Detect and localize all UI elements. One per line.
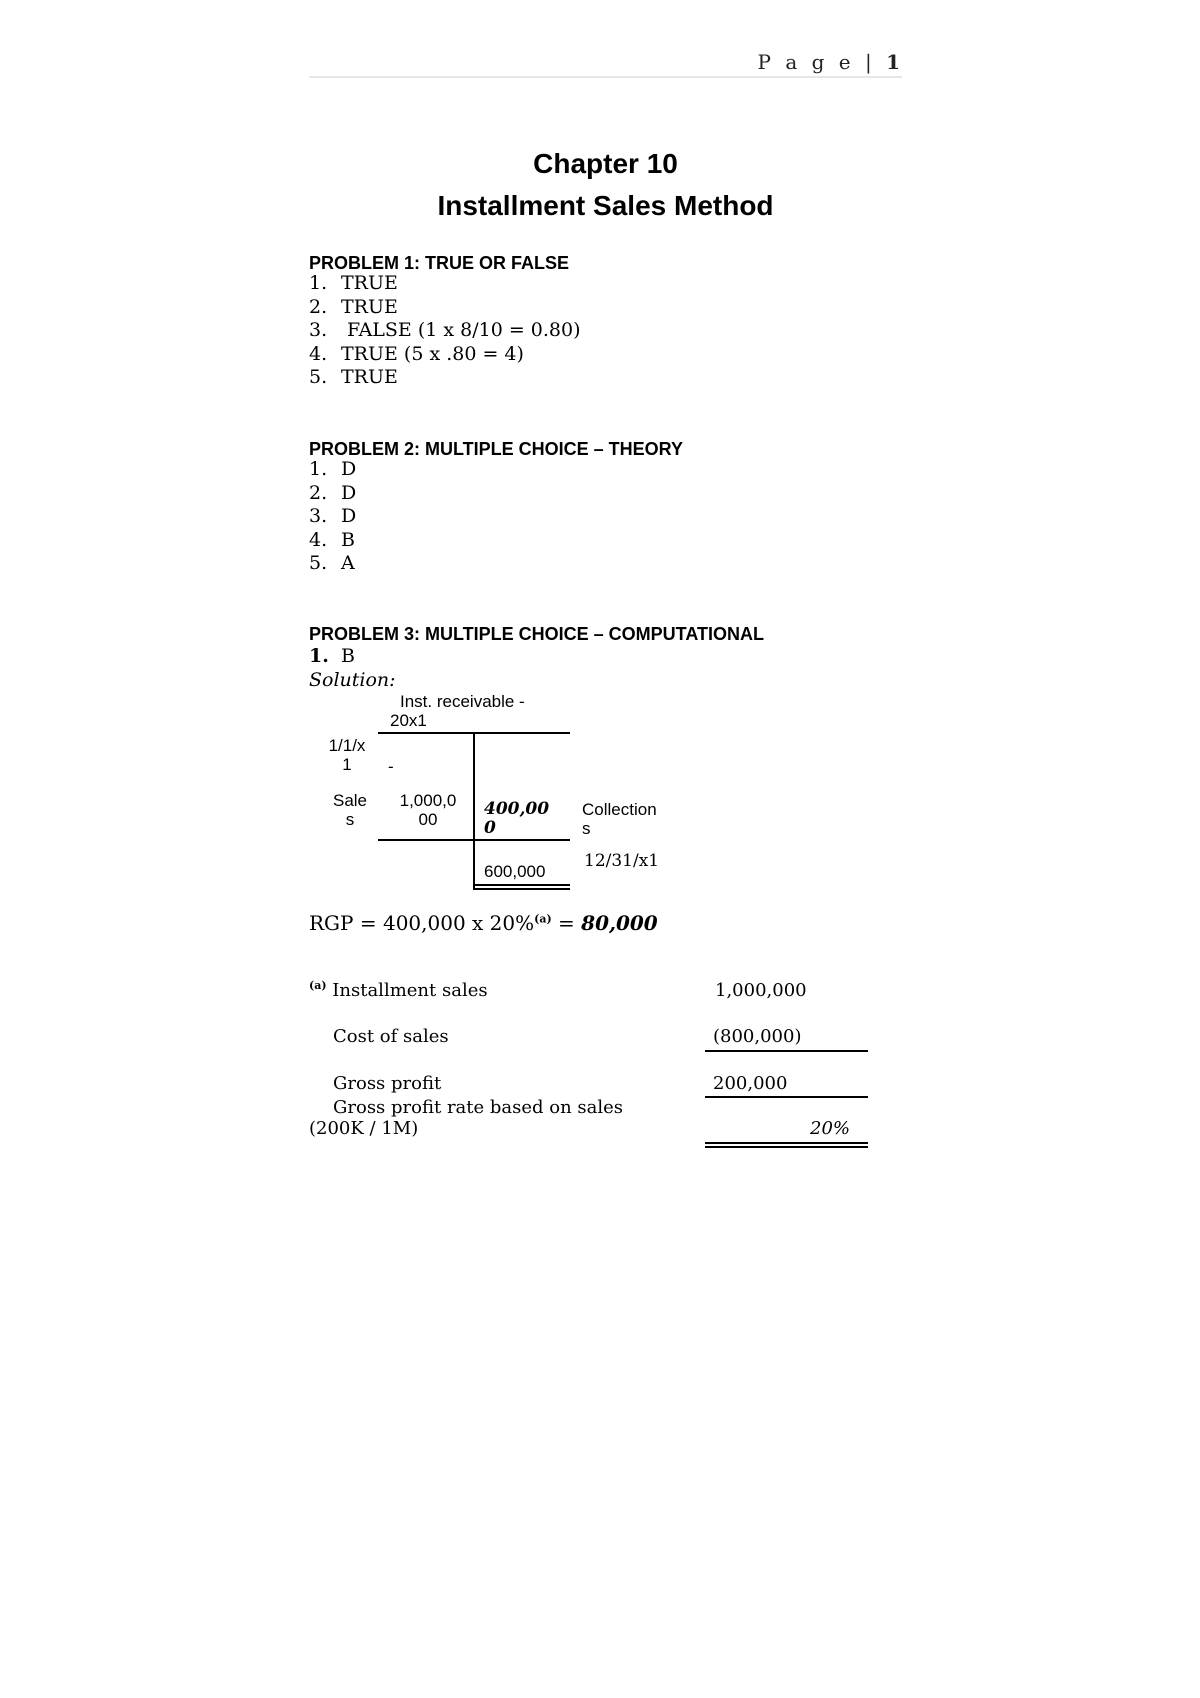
t-balance: 600,000 [484,862,546,881]
list-item: 1. TRUE [309,272,398,294]
calc-rule-3b [705,1146,868,1148]
problem1-list [309,272,581,390]
problem3-item: 1. B [309,645,355,667]
list-item: 2. D [309,481,357,504]
calc-row-cost-of-sales: Cost of sales [333,1026,449,1047]
t-row2-label: Sale s [332,791,368,829]
calc-value-installment-sales: 1,000,000 [715,980,807,1001]
t-balance-rule-2 [474,888,570,890]
calc-row-gp-rate: Gross profit rate based on sales (200K / 1M) [309,1097,624,1139]
calc-row-gross-profit: Gross profit [333,1073,442,1094]
list-item: 5. A [309,552,355,574]
calc-rule-1 [705,1050,868,1052]
t-balance-rule-1 [474,884,570,886]
calc-rule-2 [705,1096,868,1098]
header-rule [309,76,902,78]
t-account-total-rule [378,839,570,841]
t-account-divider [473,733,475,890]
chapter-title: Chapter 10 [533,148,678,179]
t-account-title-1: Inst. receivable - [400,692,525,711]
rgp-formula: RGP = 400,000 x 20%$^{(a)}$ = 80,000 [309,911,658,935]
page-number-label: P a g e | 1 [757,50,900,74]
calc-value-cost-of-sales: (800,000) [713,1026,802,1047]
list-item: 1. D [309,458,357,480]
footnote-marker: (a) [309,979,327,992]
t-balance-label: 12/31/x1 [584,851,660,871]
calc-rule-3a [705,1142,868,1144]
calc-value-gp-rate: 20% [810,1118,851,1139]
calc-row-installment-sales: $^{(a)}$ Installment sales [309,979,488,1001]
page-number: 1 [886,50,900,74]
rgp-result: 80,000 [581,911,658,935]
solution-label: Solution: [309,669,396,691]
problem2-list [309,458,356,576]
chapter-subtitle: Installment Sales Method [437,190,774,221]
page-header [309,48,902,78]
t-row1-debit: - [388,757,394,776]
t-row2-debit: 1,000,0 00 [399,791,457,829]
footnote-marker: (a) [534,912,552,926]
t-account-title-2: 20x1 [390,711,427,730]
list-item: 4. B [309,528,355,551]
calc-value-gross-profit: 200,000 [713,1073,788,1094]
list-item: 4. TRUE (5 x .80 = 4) [309,342,524,365]
list-item: 3. FALSE (1 x 8/10 = 0.80) [309,319,581,341]
problem2-heading: PROBLEM 2: MULTIPLE CHOICE – THEORY [309,439,684,459]
t-row2-credit: 400,00 0 [484,799,550,838]
t-row1-label: 1/1/x 1 [328,736,366,774]
problem3-heading: PROBLEM 3: MULTIPLE CHOICE – COMPUTATIONAL [309,624,764,644]
list-item: 2. TRUE [309,295,398,318]
problem1-heading: PROBLEM 1: TRUE OR FALSE [309,253,570,273]
t-row2-right-label: Collection s [582,800,657,838]
list-item: 5. TRUE [309,366,398,388]
list-item: 3. D [309,505,357,527]
